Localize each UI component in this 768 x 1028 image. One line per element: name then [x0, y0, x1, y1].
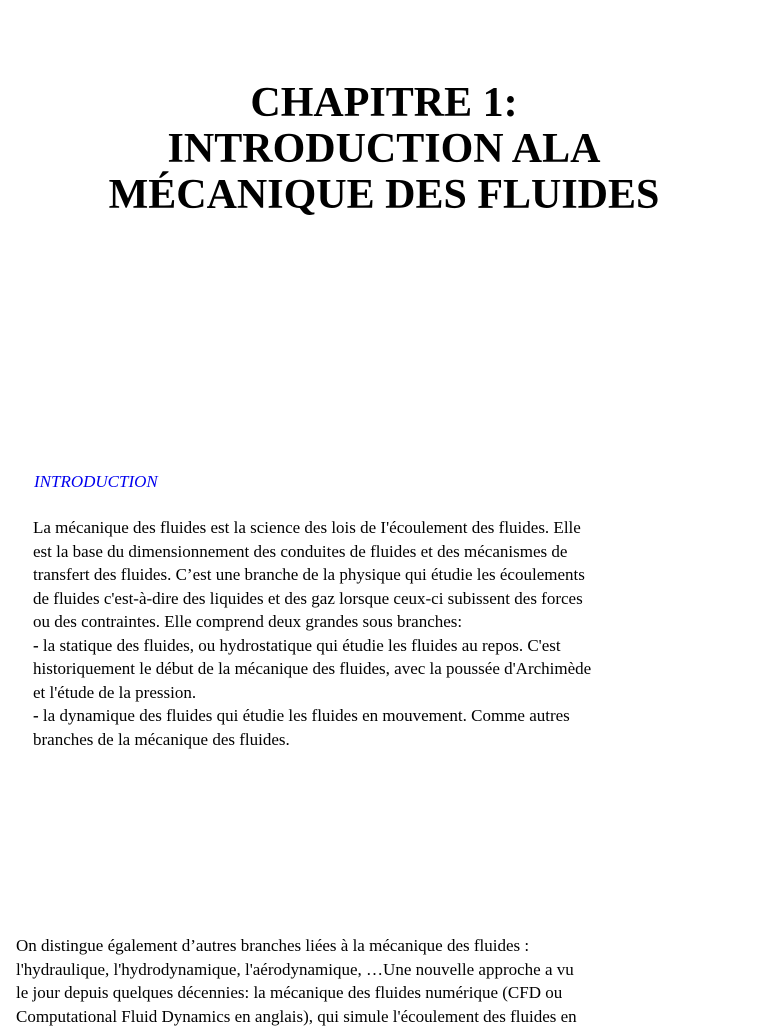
intro-text-line: ou des contraintes. Elle comprend deux grandes sous branches:: [33, 610, 693, 634]
introduction-paragraph: [33, 516, 693, 751]
bullet-dash: -: [33, 636, 39, 655]
chapter-title-line-3: MÉCANIQUE DES FLUIDES: [0, 172, 768, 218]
bullet-text: la dynamique des fluides qui étudie les fluides en mouvement. Comme autres: [39, 706, 570, 725]
paragraph-text-line: Computational Fluid Dynamics en anglais), qui simule l'écoulement des fluides en: [16, 1005, 716, 1028]
intro-text-line: transfert des fluides. C’est une branche de la physique qui étudie les écoulements: [33, 563, 693, 587]
other-branches-paragraph: [16, 934, 716, 1028]
paragraph-text-line: le jour depuis quelques décennies: la mécanique des fluides numérique (CFD ou: [16, 981, 716, 1005]
chapter-title-line-1: CHAPITRE 1:: [0, 80, 768, 126]
chapter-title: [0, 80, 768, 218]
bullet-text: la statique des fluides, ou hydrostatique qui étudie les fluides au repos. C'est: [39, 636, 561, 655]
intro-text-line: est la base du dimensionnement des conduites de fluides et des mécanismes de: [33, 540, 693, 564]
bullet-text-line: historiquement le début de la mécanique des fluides, avec la poussée d'Archimède: [33, 657, 693, 681]
bullet-dash: -: [33, 706, 39, 725]
chapter-title-line-2: INTRODUCTION ALA: [0, 126, 768, 172]
paragraph-text-line: l'hydraulique, l'hydrodynamique, l'aérodynamique, …Une nouvelle approche a vu: [16, 958, 716, 982]
intro-text-line: de fluides c'est-à-dire des liquides et des gaz lorsque ceux-ci subissent des forces: [33, 587, 693, 611]
bullet-text-line: branches de la mécanique des fluides.: [33, 728, 693, 752]
intro-text-line: La mécanique des fluides est la science des lois de I'écoulement des fluides. Elle: [33, 516, 693, 540]
bullet-text-line: et l'étude de la pression.: [33, 681, 693, 705]
paragraph-text-line: On distingue également d’autres branches liées à la mécanique des fluides :: [16, 934, 716, 958]
introduction-heading: INTRODUCTION: [34, 471, 158, 493]
bullet-item-dynamique: [33, 704, 693, 728]
bullet-item-statique: [33, 634, 693, 658]
